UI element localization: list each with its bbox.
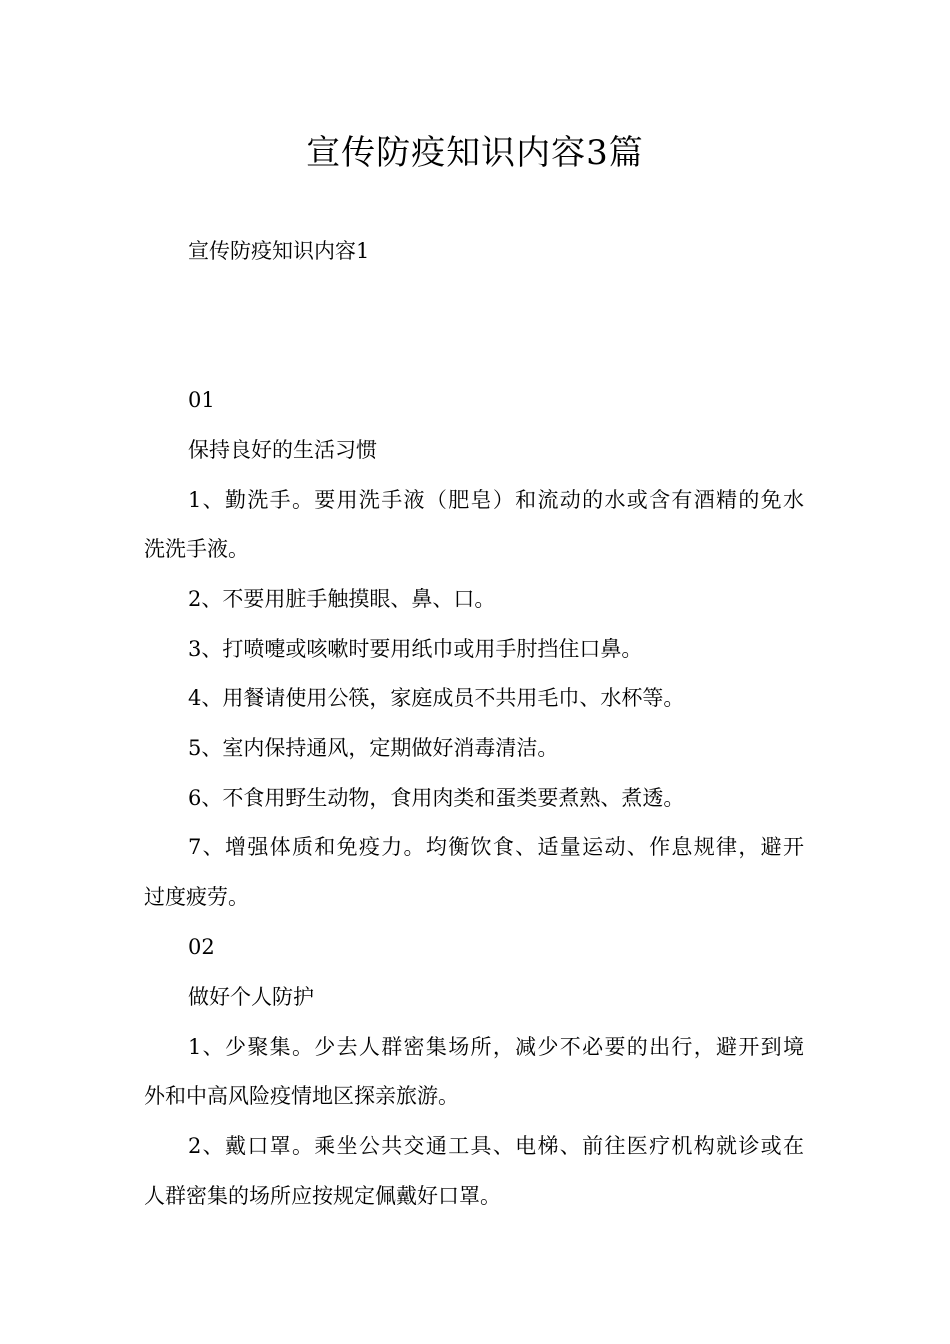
paragraph-line: 2、不要用脏手触摸眼、鼻、口。: [188, 587, 496, 611]
paragraph-line: 洗洗手液。: [144, 537, 249, 561]
paragraph-line: 3、打喷嚏或咳嗽时要用纸巾或用手肘挡住口鼻。: [188, 637, 643, 661]
paragraph-line: 6、不食用野生动物，食用肉类和蛋类要煮熟、煮透。: [188, 786, 685, 810]
paragraph-line: 1、少聚集。少去人群密集场所，减少不必要的出行，避开到境: [188, 1035, 804, 1059]
paragraph-line: 2、戴口罩。乘坐公共交通工具、电梯、前往医疗机构就诊或在: [188, 1134, 804, 1158]
section-heading: 保持良好的生活习惯: [188, 438, 377, 462]
section-heading: 做好个人防护: [188, 985, 314, 1009]
paragraph-line: 外和中高风险疫情地区探亲旅游。: [144, 1084, 459, 1108]
paragraph-line: 过度疲劳。: [144, 885, 249, 909]
paragraph-line: 4、用餐请使用公筷，家庭成员不共用毛巾、水杯等。: [188, 686, 685, 710]
section-number: 02: [188, 935, 215, 959]
paragraph-line: 人群密集的场所应按规定佩戴好口罩。: [144, 1184, 501, 1208]
paragraph-line: 5、室内保持通风，定期做好消毒清洁。: [188, 736, 559, 760]
document-subtitle: 宣传防疫知识内容1: [188, 239, 370, 263]
paragraph-line: 1、勤洗手。要用洗手液（肥皂）和流动的水或含有酒精的免水: [188, 488, 804, 512]
paragraph-line: 7、增强体质和免疫力。均衡饮食、适量运动、作息规律，避开: [188, 835, 804, 859]
section-number: 01: [188, 388, 215, 412]
document-title: 宣传防疫知识内容3篇: [306, 133, 644, 173]
